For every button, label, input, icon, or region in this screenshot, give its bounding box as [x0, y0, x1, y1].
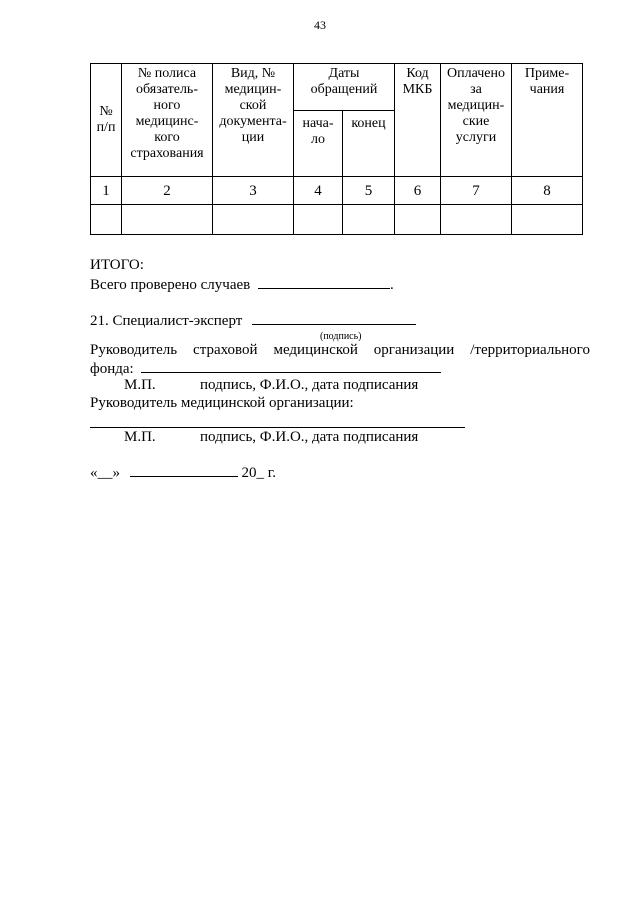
medical-head-label: Руководитель медицинской организации:: [90, 395, 354, 411]
column-number: 1: [91, 177, 122, 205]
column-number: 4: [294, 177, 343, 205]
header-document-type: Вид, № медицин- ской документа- ции: [213, 64, 294, 177]
expert-signature-caption: (подпись): [320, 331, 362, 342]
column-number: 3: [213, 177, 294, 205]
checked-cases-label: Всего проверено случаев: [90, 277, 251, 293]
header-notes: Приме- чания: [512, 64, 583, 177]
header-date-end: конец: [343, 111, 395, 177]
checked-cases-field[interactable]: [258, 276, 390, 289]
column-number: 5: [343, 177, 395, 205]
insurer-head-line: [90, 342, 590, 359]
column-number: 8: [512, 177, 583, 205]
header-icd-code: Код МКБ: [395, 64, 441, 177]
insurer-head-word: организации: [373, 342, 455, 358]
fund-line: [90, 360, 441, 378]
column-number: 6: [395, 177, 441, 205]
column-number: 2: [122, 177, 213, 205]
expert-line: [90, 312, 416, 330]
date-day: «__»: [90, 465, 120, 481]
header-row-number: № п/п: [91, 64, 122, 177]
insurer-head-word: /территориального: [470, 342, 590, 358]
date-month-field[interactable]: [130, 464, 238, 477]
insurer-head-word: страховой: [193, 342, 258, 358]
insurer-stamp: М.П.: [124, 377, 156, 393]
table-cell: [213, 205, 294, 235]
insurer-signature-field[interactable]: [141, 360, 441, 373]
table-cell: [122, 205, 213, 235]
table-cell: [512, 205, 583, 235]
insurer-head-word: медицинской: [273, 342, 358, 358]
page-number: 43: [314, 18, 326, 32]
cases-table: [90, 63, 583, 235]
table-cell: [395, 205, 441, 235]
table-cell: [343, 205, 395, 235]
table-cell: [441, 205, 512, 235]
header-visit-dates: Даты обращений: [294, 64, 395, 111]
table-cell: [91, 205, 122, 235]
medical-stamp: М.П.: [124, 429, 156, 445]
expert-label: 21. Специалист-эксперт: [90, 313, 243, 329]
table-cell: [294, 205, 343, 235]
expert-signature-field[interactable]: [252, 312, 416, 325]
header-paid-services: Оплачено за медицин- ские услуги: [441, 64, 512, 177]
checked-cases-end: .: [389, 277, 394, 293]
checked-cases-line: [90, 276, 394, 294]
table-row: [91, 205, 583, 235]
insurer-head-word: Руководитель: [90, 342, 178, 358]
date-year: 20_ г.: [241, 465, 276, 481]
medical-signature-caption: подпись, Ф.И.О., дата подписания: [200, 429, 419, 445]
header-date-start: нача- ло: [294, 111, 343, 177]
column-number: 7: [441, 177, 512, 205]
total-heading: ИТОГО:: [90, 257, 144, 273]
medical-signature-field[interactable]: [90, 427, 465, 428]
fund-label: фонда:: [90, 361, 134, 377]
insurer-signature-caption: подпись, Ф.И.О., дата подписания: [200, 377, 419, 393]
header-policy-number: № полиса обязатель- ного медицинс- кого страхования: [122, 64, 213, 177]
date-line: [90, 464, 276, 482]
